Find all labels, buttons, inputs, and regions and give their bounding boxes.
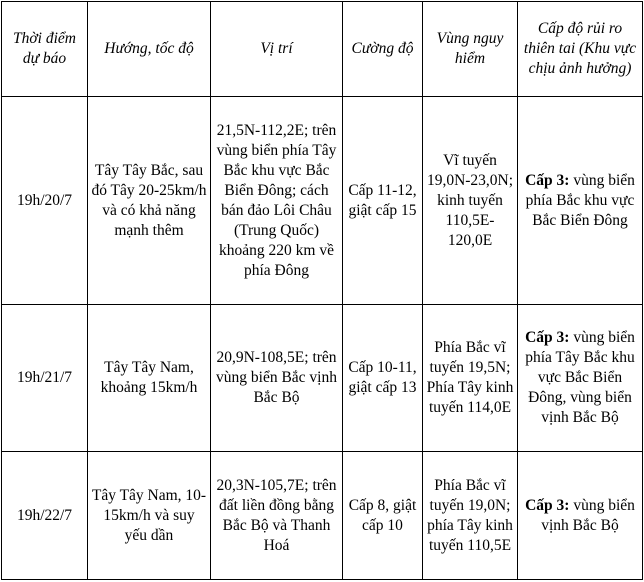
risk-level-label: Cấp 3: xyxy=(525,329,570,346)
cell-danger-zone: Phía Bắc vĩ tuyến 19,0N; phía Tây kinh tuyến 110,5E xyxy=(423,452,518,580)
header-risk-level: Cấp độ rủi ro thiên tai (Khu vực chịu ảnh hưởng) xyxy=(518,2,643,97)
cell-time: 19h/22/7 xyxy=(2,452,88,580)
risk-level-label: Cấp 3: xyxy=(525,496,570,514)
cell-risk-level xyxy=(518,305,643,452)
storm-forecast-table xyxy=(1,1,643,580)
table-header-row xyxy=(2,2,643,97)
header-time: Thời điểm dự báo xyxy=(2,2,88,97)
cell-position: 20,3N-105,7E; trên đất liền đồng bằng Bắc Bộ và Thanh Hoá xyxy=(211,452,343,580)
cell-intensity: Cấp 11-12, giật cấp 15 xyxy=(343,97,423,305)
risk-area: vùng biển phía Bắc khu vực Bắc Biển Đông xyxy=(525,171,635,229)
cell-danger-zone: Vĩ tuyến 19,0N-23,0N; kinh tuyến 110,5E-120,0E xyxy=(423,97,518,305)
cell-position: 21,5N-112,2E; trên vùng biển phía Tây Bắc khu vực Bắc Biển Đông; cách bán đảo Lôi Châu (Trung Quốc) khoảng 220 km về phía Đông xyxy=(211,97,343,305)
table-row xyxy=(2,452,643,580)
cell-intensity: Cấp 10-11, giật cấp 13 xyxy=(343,305,423,452)
table-row xyxy=(2,305,643,452)
header-danger-zone: Vùng nguy hiểm xyxy=(423,2,518,97)
cell-time: 19h/21/7 xyxy=(2,305,88,452)
cell-time: 19h/20/7 xyxy=(2,97,88,305)
risk-area: vùng biển vịnh Bắc Bộ xyxy=(541,496,635,534)
table-row xyxy=(2,97,643,305)
risk-area: vùng biển phía Tây Bắc khu vực Bắc Biển Đông, vùng biển vịnh Bắc Bộ xyxy=(525,329,635,426)
header-position: Vị trí xyxy=(211,2,343,97)
header-direction: Hướng, tốc độ xyxy=(88,2,211,97)
cell-direction: Tây Tây Nam, khoảng 15km/h xyxy=(88,305,211,452)
cell-risk-level xyxy=(518,97,643,305)
cell-danger-zone: Phía Bắc vĩ tuyến 19,5N; Phía Tây kinh tuyến 114,0E xyxy=(423,305,518,452)
cell-direction: Tây Tây Nam, 10-15km/h và suy yếu dần xyxy=(88,452,211,580)
header-intensity: Cường độ xyxy=(343,2,423,97)
cell-risk-level xyxy=(518,452,643,580)
risk-level-label: Cấp 3: xyxy=(525,171,570,189)
cell-position: 20,9N-108,5E; trên vùng biển Bắc vịnh Bắc Bộ xyxy=(211,305,343,452)
cell-direction: Tây Tây Bắc, sau đó Tây 20-25km/h và có khả năng mạnh thêm xyxy=(88,97,211,305)
cell-intensity: Cấp 8, giật cấp 10 xyxy=(343,452,423,580)
